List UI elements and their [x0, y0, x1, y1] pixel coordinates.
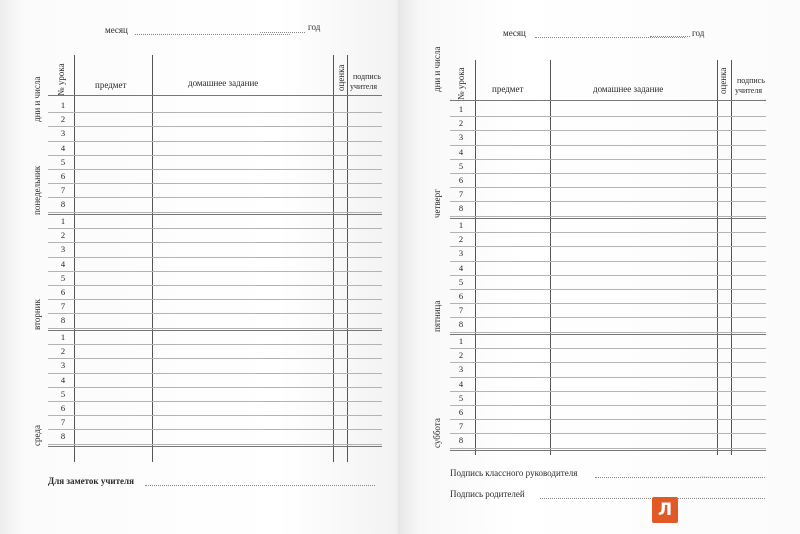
- month-field[interactable]: [135, 34, 290, 35]
- lesson-number: 2: [458, 234, 464, 245]
- year-label: год: [308, 22, 321, 32]
- lesson-row-line[interactable]: [450, 130, 766, 131]
- signature-header-line1: подпись: [353, 72, 381, 81]
- lesson-row-line[interactable]: [450, 289, 766, 290]
- lesson-row-line[interactable]: [450, 391, 766, 392]
- homework-header: домашнее задание: [188, 78, 259, 88]
- lesson-number: 7: [60, 185, 66, 196]
- lesson-row-line[interactable]: [450, 448, 766, 449]
- lesson-number: 5: [458, 276, 464, 287]
- lesson-row-line[interactable]: [450, 173, 766, 174]
- lesson-row-line[interactable]: [48, 401, 382, 402]
- signature-header-line2: учителя: [350, 82, 378, 91]
- lesson-row-line[interactable]: [450, 261, 766, 262]
- lesson-number: 1: [458, 220, 464, 230]
- lesson-number: 8: [60, 431, 66, 442]
- lesson-number: 2: [458, 118, 464, 129]
- lesson-row-line[interactable]: [48, 197, 382, 198]
- day-divider: [48, 446, 382, 447]
- lesson-number: 2: [60, 346, 66, 357]
- publisher-logo: Л: [652, 497, 678, 523]
- lesson-number: 6: [60, 403, 66, 413]
- lesson-number: 6: [458, 291, 464, 301]
- grade-header: оценка: [336, 64, 346, 91]
- month-label: месяц: [503, 28, 526, 38]
- lesson-row-line[interactable]: [450, 332, 766, 333]
- lesson-number: 3: [458, 132, 464, 143]
- lesson-number: 2: [60, 114, 66, 125]
- lesson-row-line[interactable]: [48, 444, 382, 445]
- lesson-number: 4: [60, 142, 66, 153]
- lesson-number: 3: [60, 128, 66, 139]
- lesson-number: 3: [458, 248, 464, 259]
- lesson-number: 2: [458, 350, 464, 361]
- grid-column-line: [717, 60, 718, 455]
- lesson-number: 3: [60, 244, 66, 255]
- lesson-row-line[interactable]: [450, 246, 766, 247]
- days-header: дни и числа: [432, 46, 442, 92]
- lesson-row-line[interactable]: [450, 317, 766, 318]
- lesson-row-line[interactable]: [48, 155, 382, 156]
- lesson-row-line[interactable]: [450, 116, 766, 117]
- lesson-number: 6: [60, 171, 66, 181]
- day-divider: [450, 334, 766, 335]
- lesson-row-line[interactable]: [48, 169, 382, 170]
- grid-column-line: [475, 60, 476, 455]
- lesson-number: 8: [458, 435, 464, 446]
- lesson-number: 5: [60, 156, 66, 167]
- lesson-number: 7: [60, 301, 66, 312]
- lesson-row-line[interactable]: [450, 377, 766, 378]
- right-page: [400, 0, 800, 534]
- lesson-row-line[interactable]: [450, 145, 766, 146]
- lesson-row-line[interactable]: [48, 242, 382, 243]
- lesson-number: 7: [60, 417, 66, 428]
- grid-column-line: [731, 60, 732, 455]
- lesson-row-line[interactable]: [48, 373, 382, 374]
- lesson-row-line[interactable]: [450, 216, 766, 217]
- lesson-row-line[interactable]: [450, 405, 766, 406]
- lesson-row-line[interactable]: [48, 112, 382, 113]
- lesson-row-line[interactable]: [450, 433, 766, 434]
- notes-label: Для заметок учителя: [48, 476, 134, 486]
- day-divider: [48, 330, 382, 331]
- year-field[interactable]: [260, 32, 305, 33]
- faded-stamp: ~~~: [700, 475, 710, 481]
- class-teacher-signature-field[interactable]: [595, 477, 765, 478]
- lesson-row-line[interactable]: [450, 275, 766, 276]
- signature-header-line1: подпись: [737, 76, 765, 85]
- lesson-row-line[interactable]: [450, 303, 766, 304]
- day-divider: [450, 218, 766, 219]
- grid-column-line: [550, 60, 551, 455]
- month-label: месяц: [105, 25, 128, 35]
- day-label-wednesday: среда: [32, 425, 42, 446]
- lesson-number: 6: [458, 175, 464, 185]
- lesson-number: 5: [60, 388, 66, 399]
- lesson-number: 2: [60, 230, 66, 241]
- lesson-number-header: № урока: [56, 63, 66, 96]
- lesson-number: 1: [60, 216, 66, 226]
- lesson-row-line[interactable]: [48, 328, 382, 329]
- homework-header: домашнее задание: [593, 84, 664, 94]
- lesson-row-line[interactable]: [48, 212, 382, 213]
- lesson-number: 8: [458, 319, 464, 330]
- lesson-row-line[interactable]: [48, 126, 382, 127]
- lesson-number: 7: [458, 305, 464, 316]
- year-field[interactable]: [650, 36, 690, 37]
- lesson-row-line[interactable]: [48, 415, 382, 416]
- lesson-number: 8: [458, 203, 464, 214]
- lesson-number: 3: [60, 360, 66, 371]
- days-header: дни и числа: [32, 76, 42, 122]
- lesson-row-line[interactable]: [450, 201, 766, 202]
- lesson-row-line[interactable]: [48, 141, 382, 142]
- day-label-saturday: суббота: [432, 418, 442, 448]
- lesson-row-line[interactable]: [450, 419, 766, 420]
- lesson-row-line[interactable]: [48, 183, 382, 184]
- month-field[interactable]: [535, 37, 685, 38]
- signature-header-line2: учителя: [735, 86, 763, 95]
- class-teacher-signature-label: Подпись классного руководителя: [450, 468, 578, 478]
- lesson-number: 5: [458, 392, 464, 403]
- lesson-number: 1: [458, 336, 464, 346]
- lesson-number: 4: [458, 378, 464, 389]
- lesson-number: 5: [60, 272, 66, 283]
- lesson-row-line[interactable]: [48, 313, 382, 314]
- day-label-monday: понедельник: [32, 165, 42, 215]
- day-divider: [450, 450, 766, 451]
- lesson-number: 4: [458, 146, 464, 157]
- lesson-row-line[interactable]: [48, 429, 382, 430]
- lesson-number: 6: [458, 407, 464, 417]
- day-divider: [48, 214, 382, 215]
- lesson-number: 5: [458, 160, 464, 171]
- lesson-row-line[interactable]: [48, 358, 382, 359]
- lesson-row-line[interactable]: [450, 348, 766, 349]
- lesson-number: 8: [60, 315, 66, 326]
- lesson-row-line[interactable]: [450, 159, 766, 160]
- lesson-row-line[interactable]: [450, 232, 766, 233]
- lesson-number: 7: [458, 189, 464, 200]
- lesson-number: 4: [60, 374, 66, 385]
- lesson-number: 4: [458, 262, 464, 273]
- lesson-row-line[interactable]: [48, 387, 382, 388]
- lesson-number: 1: [60, 100, 66, 110]
- lesson-number: 3: [458, 364, 464, 375]
- year-label: год: [692, 28, 705, 38]
- lesson-row-line[interactable]: [48, 344, 382, 345]
- lesson-number: 1: [60, 332, 66, 342]
- lesson-row-line[interactable]: [48, 299, 382, 300]
- lesson-number: 6: [60, 287, 66, 297]
- parents-signature-label: Подпись родителей: [450, 489, 525, 499]
- lesson-row-line[interactable]: [48, 285, 382, 286]
- lesson-row-line[interactable]: [450, 362, 766, 363]
- notes-field[interactable]: [145, 485, 375, 486]
- lesson-row-line[interactable]: [48, 271, 382, 272]
- day-label-thursday: четверг: [432, 189, 442, 218]
- day-label-friday: пятница: [432, 300, 442, 332]
- subject-header: предмет: [492, 84, 524, 94]
- lesson-number-header: № урока: [456, 67, 466, 100]
- lesson-number: 8: [60, 199, 66, 210]
- header-divider: [48, 95, 382, 96]
- lesson-number: 4: [60, 258, 66, 269]
- lesson-row-line[interactable]: [48, 257, 382, 258]
- grade-header: оценка: [718, 67, 728, 94]
- lesson-row-line[interactable]: [48, 228, 382, 229]
- lesson-number: 7: [458, 421, 464, 432]
- day-label-tuesday: вторник: [32, 299, 42, 330]
- lesson-number: 1: [458, 104, 464, 114]
- lesson-row-line[interactable]: [450, 187, 766, 188]
- header-divider: [450, 100, 766, 101]
- subject-header: предмет: [95, 80, 127, 90]
